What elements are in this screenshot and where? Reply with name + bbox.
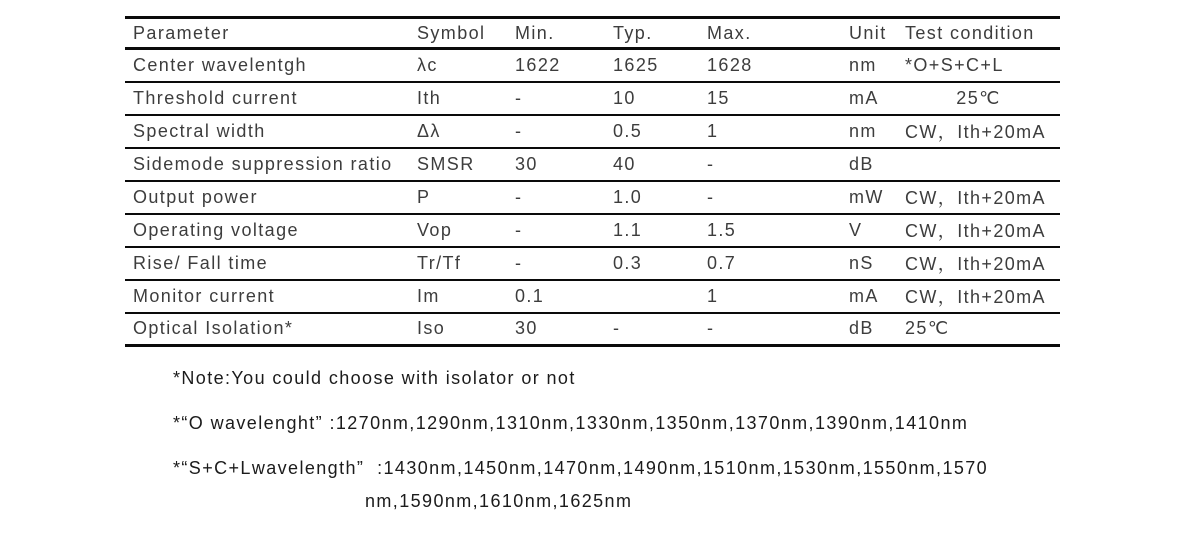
col-header-typ: Typ. (613, 22, 653, 43)
cell-symbol: Iso (417, 318, 446, 339)
cell-test-condition: CW，Ith+20mA (905, 287, 1046, 307)
table-row (125, 247, 1060, 280)
cell-typ: 1.0 (613, 186, 643, 207)
table-row (125, 148, 1060, 181)
cell-test-condition: 25℃ (956, 87, 1001, 108)
spec-table (125, 16, 1060, 347)
cell-symbol: P (417, 186, 431, 207)
cell-unit: mA (849, 87, 879, 108)
cell-unit: mA (849, 285, 879, 306)
table-row (125, 115, 1060, 148)
cell-symbol: SMSR (417, 153, 475, 174)
table-row (125, 82, 1060, 115)
note-scl-wavelengths-line1: *“S+C+Lwavelength” :1430nm,1450nm,1470nm,1490nm,1510nm,1530nm,1550nm,1570 (173, 458, 989, 478)
note-o-wavelengths: *“O wavelenght” :1270nm,1290nm,1310nm,1330nm,1350nm,1370nm,1390nm,1410nm (173, 413, 969, 433)
table-row (125, 280, 1060, 313)
cell-test-condition: 25℃ (905, 318, 950, 339)
table-row (125, 313, 1060, 346)
cell-test-condition (897, 148, 1060, 181)
cell-symbol: Ith (417, 87, 442, 108)
cell-max: - (707, 318, 715, 339)
cell-parameter: Center wavelentgh (133, 54, 307, 75)
cell-unit: nm (849, 54, 877, 75)
cell-min: - (515, 87, 523, 108)
cell-parameter: Output power (133, 186, 258, 207)
cell-typ: - (613, 318, 621, 339)
cell-typ: 40 (613, 153, 636, 174)
cell-typ: 0.3 (613, 252, 643, 273)
cell-max: 0.7 (707, 252, 737, 273)
cell-unit: V (849, 219, 863, 240)
col-header-symbol: Symbol (417, 22, 486, 43)
cell-unit: nS (849, 252, 874, 273)
cell-symbol: λc (417, 54, 438, 75)
note-isolator: *Note:You could choose with isolator or not (173, 368, 576, 388)
cell-symbol: Δλ (417, 120, 441, 141)
table-row (125, 214, 1060, 247)
col-header-min: Min. (515, 22, 555, 43)
cell-unit: nm (849, 120, 877, 141)
cell-unit: mW (849, 186, 884, 207)
cell-unit: dB (849, 318, 874, 339)
cell-min: - (515, 252, 523, 273)
table-row (125, 49, 1060, 82)
cell-max: 1628 (707, 54, 753, 75)
cell-parameter: Optical Isolation* (133, 318, 294, 339)
cell-typ: 10 (613, 87, 636, 108)
cell-parameter: Rise/ Fall time (133, 252, 269, 273)
cell-max: 1 (707, 285, 719, 306)
cell-min: 1622 (515, 54, 561, 75)
col-header-unit: Unit (849, 22, 887, 43)
cell-min: 30 (515, 318, 538, 339)
col-header-max: Max. (707, 22, 752, 43)
cell-min: 0.1 (515, 285, 545, 306)
col-header-parameter: Parameter (133, 22, 230, 43)
cell-parameter: Threshold current (133, 87, 298, 108)
cell-max: 1 (707, 120, 719, 141)
note-scl-wavelengths-line2: nm,1590nm,1610nm,1625nm (365, 491, 633, 511)
cell-test-condition: CW，Ith+20mA (905, 221, 1046, 241)
cell-typ: 0.5 (613, 120, 643, 141)
cell-parameter: Operating voltage (133, 219, 299, 240)
cell-test-condition: CW，Ith+20mA (905, 122, 1046, 142)
cell-symbol: Im (417, 285, 440, 306)
cell-typ (605, 280, 699, 313)
cell-symbol: Vop (417, 219, 453, 240)
cell-parameter: Monitor current (133, 285, 276, 306)
cell-test-condition: *O+S+C+L (905, 54, 1004, 75)
table-row (125, 181, 1060, 214)
cell-min: 30 (515, 153, 538, 174)
cell-parameter: Sidemode suppression ratio (133, 153, 393, 174)
cell-min: - (515, 120, 523, 141)
cell-max: - (707, 153, 715, 174)
cell-parameter: Spectral width (133, 120, 266, 141)
cell-max: - (707, 186, 715, 207)
cell-typ: 1.1 (613, 219, 643, 240)
cell-test-condition: CW，Ith+20mA (905, 254, 1046, 274)
cell-symbol: Tr/Tf (417, 252, 462, 273)
cell-test-condition: CW，Ith+20mA (905, 188, 1046, 208)
cell-unit: dB (849, 153, 874, 174)
cell-max: 1.5 (707, 219, 737, 240)
cell-min: - (515, 186, 523, 207)
cell-typ: 1625 (613, 54, 659, 75)
col-header-test-condition: Test condition (905, 22, 1035, 43)
table-header-row (125, 18, 1060, 49)
spec-table-body (125, 49, 1060, 346)
cell-min: - (515, 219, 523, 240)
cell-max: 15 (707, 87, 730, 108)
